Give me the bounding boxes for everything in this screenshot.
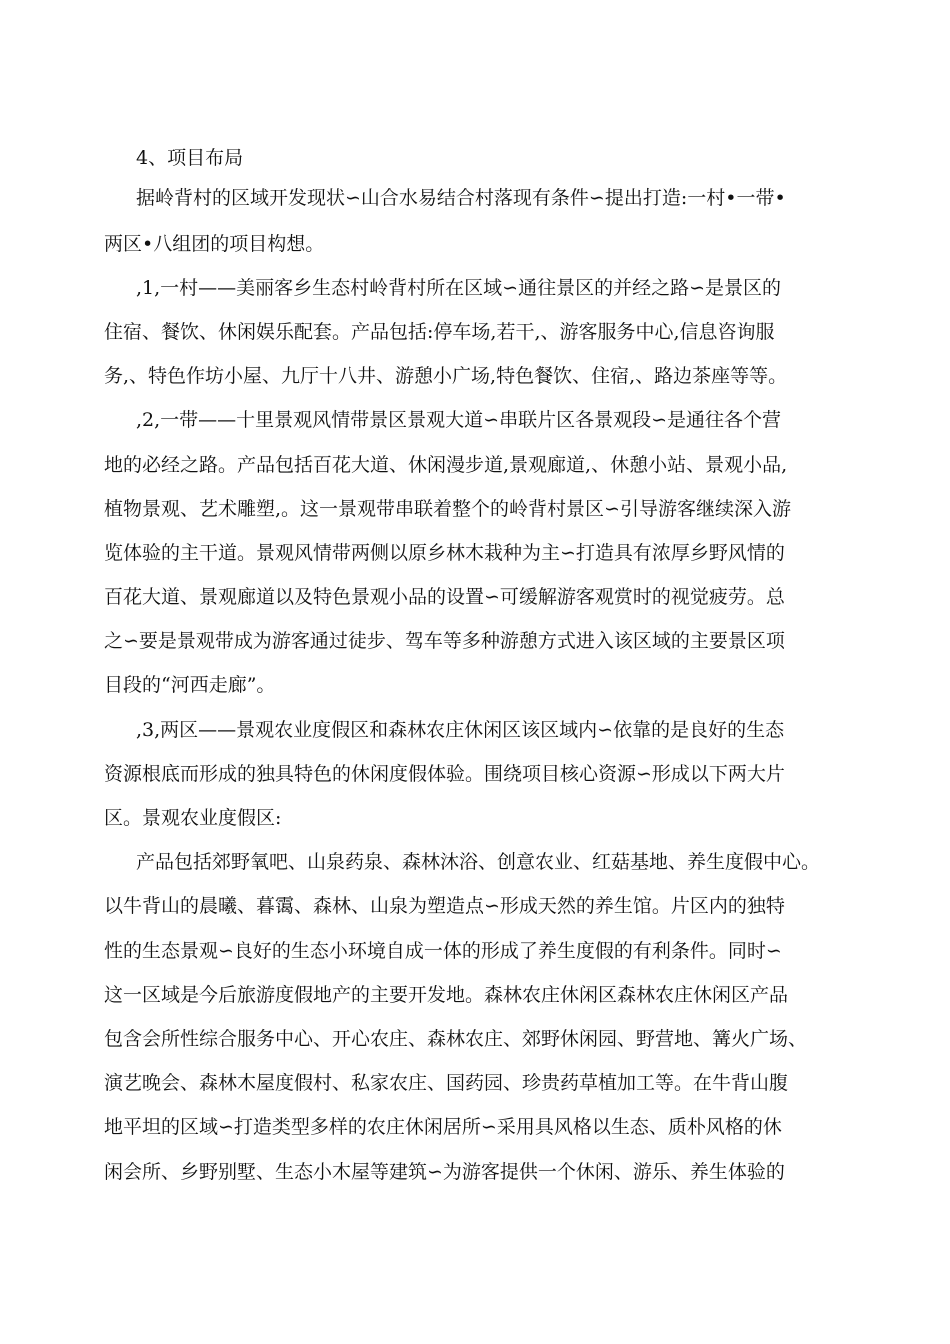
paragraph-line: 百花大道、景观廊道以及特色景观小品的设置∽可缓解游客观赏时的视觉疲劳。总 bbox=[104, 586, 785, 608]
paragraph-line: 植物景观、艺术雕塑,。这一景观带串联着整个的岭背村景区∽引导游客继续深入游 bbox=[104, 498, 791, 520]
paragraph-line: 览体验的主干道。景观风情带两侧以原乡林木栽种为主∽打造具有浓厚乡野风情的 bbox=[104, 542, 785, 564]
paragraph-line: 区。景观农业度假区: bbox=[104, 807, 282, 829]
paragraph-line: 产品包括郊野氧吧、山泉药泉、森林沐浴、创意农业、红菇基地、养生度假中心。 bbox=[136, 851, 821, 873]
paragraph-line: 务,、特色作坊小屋、九厅十八井、游憩小广场,特色餐饮、住宿,、路边茶座等等。 bbox=[104, 365, 788, 387]
paragraph-line: 闲会所、乡野别墅、生态小木屋等建筑∽为游客提供一个休闲、游乐、养生体验的 bbox=[104, 1161, 785, 1183]
paragraph-line: 目段的“河西走廊”。 bbox=[104, 674, 276, 696]
paragraph-line: 住宿、餐饮、休闲娱乐配套。产品包括:停车场,若干,、游客服务中心,信息咨询服 bbox=[104, 321, 775, 343]
paragraph-line: 地平坦的区域∽打造类型多样的农庄休闲居所∽采用具风格以生态、质朴风格的休 bbox=[104, 1116, 782, 1138]
paragraph-line: 以牛背山的晨曦、暮霭、森林、山泉为塑造点∽形成天然的养生馆。片区内的独特 bbox=[104, 895, 785, 917]
paragraph-line: 地的必经之路。产品包括百花大道、休闲漫步道,景观廊道,、休憩小站、景观小品, bbox=[104, 454, 788, 476]
section-heading: 4、项目布局 bbox=[136, 147, 244, 169]
paragraph-line: 演艺晚会、森林木屋度假村、私家农庄、国药园、珍贵药草植加工等。在牛背山腹 bbox=[104, 1072, 789, 1094]
paragraph-line: 包含会所性综合服务中心、开心农庄、森林农庄、郊野休闲园、野营地、篝火广场、 bbox=[104, 1028, 808, 1050]
paragraph-line: 性的生态景观∽良好的生态小环境自成一体的形成了养生度假的有利条件。同时∽ bbox=[104, 940, 782, 962]
paragraph-line: ,1,一村——美丽客乡生态村岭背村所在区域∽通往景区的并经之路∽是景区的 bbox=[136, 277, 782, 299]
paragraph-line: 两区•八组团的项目构想。 bbox=[104, 233, 325, 255]
paragraph-line: ,2,一带——十里景观风情带景区景观大道∽串联片区各景观段∽是通往各个营 bbox=[136, 409, 782, 431]
paragraph-line: ,3,两区——景观农业度假区和森林农庄休闲区该区域内∽依靠的是良好的生态 bbox=[136, 719, 785, 741]
paragraph-line: 据岭背村的区域开发现状∽山合水易结合村落现有条件∽提出打造:一村•一带• bbox=[136, 187, 786, 209]
paragraph-line: 之∽要是景观带成为游客通过徒步、驾车等多种游憩方式进入该区域的主要景区项 bbox=[104, 630, 785, 652]
paragraph-line: 资源根底而形成的独具特色的休闲度假体验。围绕项目核心资源∽形成以下两大片 bbox=[104, 763, 785, 785]
paragraph-line: 这一区域是今后旅游度假地产的主要开发地。森林农庄休闲区森林农庄休闲区产品 bbox=[104, 984, 789, 1006]
